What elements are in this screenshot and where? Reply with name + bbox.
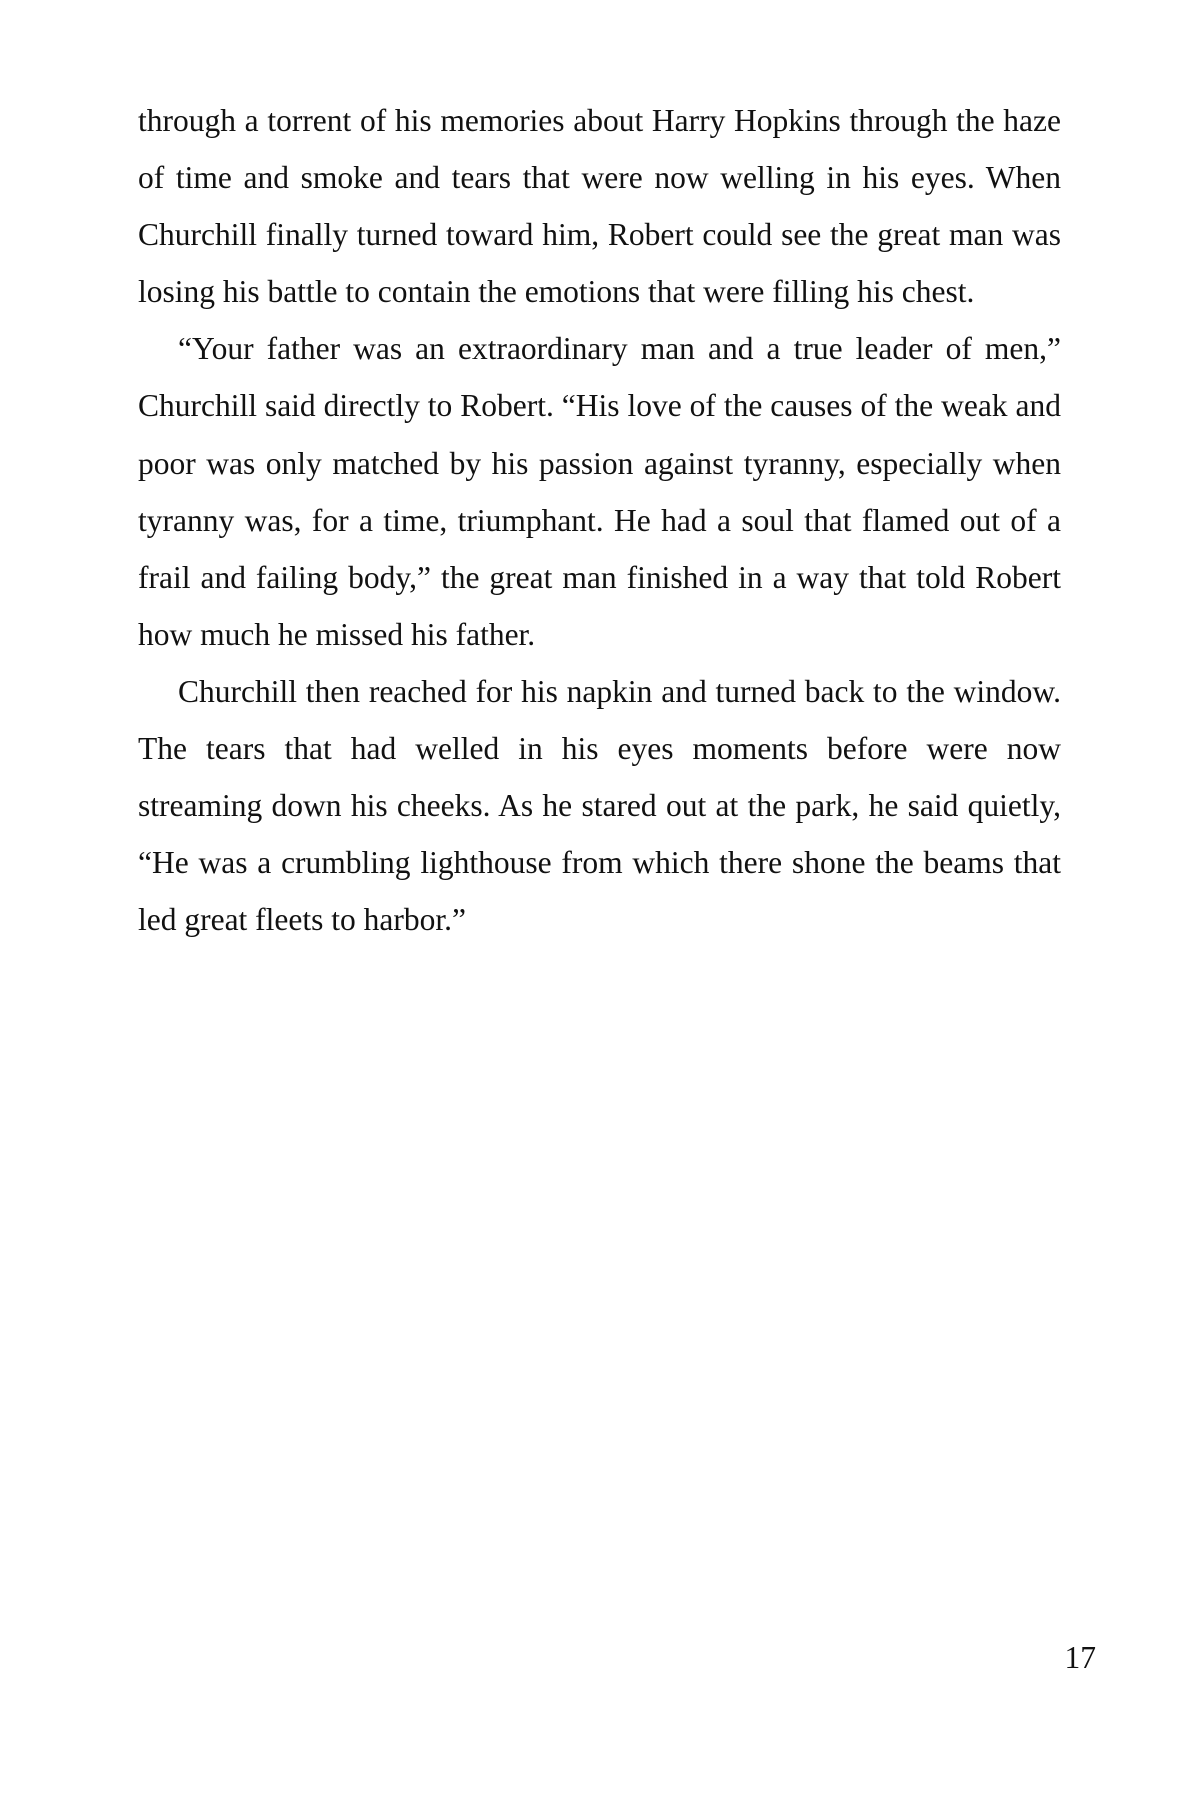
paragraph-churchill-tribute: “Your father was an extraordinary man and a true leader of men,” Churchill said directly to Robert. “His love of the causes of the weak and poor was only matched by his passion against tyranny, especially when tyranny was, for a time, triumphant. He had a soul that flamed out of a frail and failing body,” the great man finished in a way that told Robert how much he missed his father. bbox=[138, 331, 1061, 652]
page-number: 17 bbox=[1064, 1640, 1096, 1675]
paragraph-continuation: through a torrent of his memories about Harry Hopkins through the haze of time and smoke and tears that were now welling in his eyes. When Churchill finally turned toward him, Robert could see the great man was losing his battle to contain the emotions that were filling his chest. bbox=[138, 103, 1061, 310]
body-text bbox=[138, 92, 1061, 948]
paragraph-lighthouse-quote: Churchill then reached for his napkin and turned back to the window. The tears that had welled in his eyes moments before were now streaming down his cheeks. As he stared out at the park, he said quietly, “He was a crumbling lighthouse from which there shone the beams that led great fleets to harbor.” bbox=[138, 673, 1061, 938]
